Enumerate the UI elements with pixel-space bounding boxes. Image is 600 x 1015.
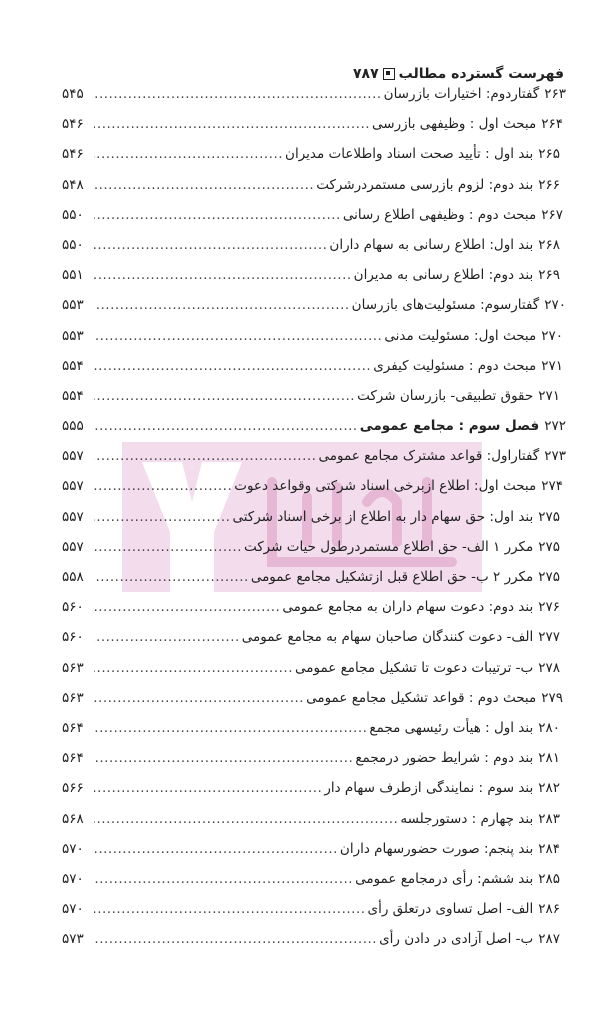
entry-number: ۲۶۸ [538, 236, 560, 253]
entry-number: ۲۶۳ [544, 86, 566, 102]
toc-entry[interactable] [62, 267, 566, 297]
entry-page-number: ۵۴۸ [62, 176, 84, 193]
toc-entry[interactable] [62, 931, 566, 961]
toc-entry[interactable] [62, 599, 566, 629]
toc-entry[interactable] [62, 539, 566, 569]
entry-title: بند چهارم : دستورجلسه [400, 810, 534, 827]
dot-leader [94, 146, 283, 162]
entry-title: الف- اصل تساوی درتعلق رأی [367, 901, 534, 918]
entry-number: ۲۷۰ [544, 297, 566, 314]
toc-entry[interactable] [62, 86, 566, 116]
toc-entry[interactable] [62, 660, 566, 690]
dot-leader [94, 328, 382, 344]
entry-number: ۲۷۱ [538, 387, 560, 404]
dot-leader [94, 750, 353, 766]
entry-number: ۲۸۴ [538, 840, 560, 857]
toc-entry[interactable] [62, 780, 566, 810]
toc-entry[interactable] [62, 841, 566, 871]
toc-entry[interactable] [62, 146, 566, 176]
toc-entry[interactable] [62, 509, 566, 539]
dot-leader [94, 720, 367, 736]
toc-entry[interactable] [62, 901, 566, 931]
entry-page-number: ۵۷۰ [62, 901, 84, 918]
entry-page-number: ۵۵۳ [62, 327, 84, 344]
entry-page-number: ۵۵۷ [62, 478, 84, 495]
square-ornament-icon [383, 68, 395, 80]
dot-leader [94, 780, 322, 796]
dot-leader [94, 569, 249, 585]
entry-title: حقوق تطبیقی- بازرسان شرکت [357, 387, 534, 404]
table-of-contents [62, 86, 566, 961]
entry-page-number: ۵۶۰ [62, 629, 84, 646]
entry-number: ۲۸۱ [538, 750, 560, 767]
entry-title: فصل سوم : مجامع عمومی [359, 418, 540, 435]
dot-leader [94, 629, 240, 645]
entry-page-number: ۵۷۰ [62, 870, 84, 887]
toc-entry[interactable] [62, 388, 566, 418]
entry-page-number: ۵۵۳ [62, 297, 84, 314]
toc-entry[interactable] [62, 569, 566, 599]
entry-title: بند دوم : شرایط حضور درمجمع [355, 750, 534, 767]
entry-page-number: ۵۵۰ [62, 236, 84, 253]
toc-entry[interactable] [62, 418, 566, 448]
entry-number: ۲۷۷ [538, 629, 560, 646]
dot-leader [94, 297, 350, 313]
entry-title: گفتاردوم: اختیارات بازرسان [383, 86, 540, 102]
entry-title: بند اول : هیأت رئیسهی مجمع [369, 719, 534, 736]
entry-number: ۲۶۵ [538, 146, 560, 163]
dot-leader [94, 86, 382, 102]
entry-title: بند دوم: لزوم بازرسی مستمردرشرکت [316, 176, 534, 193]
entry-title: بند اول: حق سهام دار به اطلاع از برخی اسناد شرکتی [232, 508, 534, 525]
entry-title: ب- اصل آزادی در دادن رأی [379, 931, 534, 948]
entry-page-number: ۵۵۷ [62, 508, 84, 525]
entry-number: ۲۷۹ [541, 689, 563, 706]
toc-entry[interactable] [62, 629, 566, 659]
dot-leader [94, 418, 358, 434]
toc-entry[interactable] [62, 116, 566, 146]
dot-leader [94, 207, 341, 223]
entry-number: ۲۸۶ [538, 901, 560, 918]
entry-number: ۲۶۴ [541, 116, 563, 133]
entry-title: بند سوم : نمایندگی ازطرف سهام دار [324, 780, 534, 797]
entry-title: مکرر ۱ الف- حق اطلاع مستمردرطول حیات شرکت [244, 538, 534, 555]
toc-entry[interactable] [62, 207, 566, 237]
dot-leader [94, 901, 366, 917]
entry-title: بند اول: اطلاع رسانی به سهام داران [329, 236, 534, 253]
entry-number: ۲۸۳ [538, 810, 560, 827]
entry-page-number: ۵۶۰ [62, 599, 84, 616]
dot-leader [94, 841, 338, 857]
header-title: فهرست گسترده مطالب [398, 66, 564, 82]
entry-page-number: ۵۶۴ [62, 750, 84, 767]
entry-page-number: ۵۷۳ [62, 931, 84, 948]
entry-number: ۲۶۶ [538, 176, 560, 193]
toc-entry[interactable] [62, 237, 566, 267]
entry-number: ۲۷۸ [538, 659, 560, 676]
entry-number: ۲۷۳ [544, 448, 566, 465]
entry-title: ب- ترتیبات دعوت تا تشکیل مجامع عمومی [295, 659, 534, 676]
entry-page-number: ۵۵۴ [62, 357, 84, 374]
entry-page-number: ۵۵۸ [62, 569, 84, 585]
entry-title: مکرر ۲ ب- حق اطلاع قبل ازتشکیل مجامع عمومی [250, 569, 534, 585]
entry-page-number: ۵۵۷ [62, 538, 84, 555]
toc-entry[interactable] [62, 358, 566, 388]
entry-title: الف- دعوت کنندگان صاحبان سهام به مجامع عمومی [241, 629, 534, 646]
dot-leader [94, 509, 230, 525]
entry-title: بند اول : تأیید صحت اسناد واطلاعات مدیران [285, 146, 534, 163]
dot-leader [94, 267, 352, 283]
entry-title: مبحث دوم : قواعد تشکیل مجامع عمومی [306, 689, 537, 706]
entry-page-number: ۵۵۴ [62, 387, 84, 404]
entry-number: ۲۶۷ [541, 206, 563, 223]
dot-leader [94, 931, 377, 947]
dot-leader [94, 811, 398, 827]
dot-leader [94, 690, 304, 706]
entry-page-number: ۵۴۶ [62, 116, 84, 133]
entry-number: ۲۷۰ [541, 327, 563, 344]
toc-entry[interactable] [62, 328, 566, 358]
entry-page-number: ۵۷۰ [62, 840, 84, 857]
entry-page-number: ۵۶۳ [62, 689, 84, 706]
entry-page-number: ۵۶۶ [62, 780, 84, 797]
entry-number: ۲۸۵ [538, 870, 560, 887]
dot-leader [94, 599, 280, 615]
entry-page-number: ۵۴۵ [62, 86, 84, 102]
entry-number: ۲۷۱ [541, 357, 563, 374]
entry-page-number: ۵۶۳ [62, 659, 84, 676]
entry-title: گفتاراول: قواعد مشترک مجامع عمومی [318, 448, 540, 465]
entry-number: ۲۸۷ [538, 931, 560, 948]
toc-entry[interactable] [62, 811, 566, 841]
dot-leader [94, 388, 355, 404]
entry-title: بند دوم: اطلاع رسانی به مدیران [353, 267, 534, 284]
toc-entry[interactable] [62, 177, 566, 207]
entry-page-number: ۵۵۱ [62, 267, 84, 284]
dot-leader [94, 237, 327, 253]
entry-number: ۲۸۲ [538, 780, 560, 797]
toc-entry[interactable] [62, 448, 566, 478]
dot-leader [94, 177, 314, 193]
dot-leader [94, 660, 293, 676]
entry-title: مبحث اول : وظیفهی بازرسی [372, 116, 537, 133]
entry-number: ۲۷۴ [541, 478, 563, 495]
dot-leader [94, 116, 370, 132]
entry-page-number: ۵۶۸ [62, 810, 84, 827]
toc-entry[interactable] [62, 871, 566, 901]
entry-page-number: ۵۵۵ [62, 418, 84, 435]
dot-leader [94, 358, 371, 374]
entry-number: ۲۶۹ [538, 267, 560, 284]
entry-page-number: ۵۵۷ [62, 448, 84, 465]
toc-entry[interactable] [62, 720, 566, 750]
entry-number: ۲۷۵ [538, 569, 560, 585]
toc-entry[interactable] [62, 750, 566, 780]
entry-title: بند پنجم: صورت حضورسهام داران [339, 840, 534, 857]
entry-number: ۲۸۰ [538, 719, 560, 736]
entry-title: مبحث اول: مسئولیت مدنی [384, 327, 537, 344]
toc-entry[interactable] [62, 297, 566, 327]
entry-number: ۲۷۵ [538, 538, 560, 555]
entry-number: ۲۷۲ [544, 418, 566, 435]
dot-leader [94, 448, 316, 464]
entry-title: مبحث اول: اطلاع ازبرخی اسناد شرکتی وقواعد دعوت [234, 478, 537, 495]
entry-page-number: ۵۶۴ [62, 719, 84, 736]
entry-title: بند دوم: دعوت سهام داران به مجامع عمومی [282, 599, 534, 616]
dot-leader [94, 539, 242, 555]
header-page-number: ۷۸۷ [353, 66, 379, 82]
page-header [353, 66, 564, 82]
entry-title: مبحث دوم : مسئولیت کیفری [373, 357, 537, 374]
dot-leader [94, 871, 353, 887]
entry-number: ۲۷۶ [538, 599, 560, 616]
entry-title: مبحث دوم : وظیفهی اطلاع رسانی [342, 206, 537, 223]
entry-number: ۲۷۵ [538, 508, 560, 525]
entry-title: بند ششم: رأی درمجامع عمومی [355, 870, 534, 887]
entry-page-number: ۵۴۶ [62, 146, 84, 163]
entry-page-number: ۵۵۰ [62, 206, 84, 223]
entry-title: گفتارسوم: مسئولیت‌های بازرسان [351, 297, 540, 314]
toc-entry[interactable] [62, 690, 566, 720]
toc-entry[interactable] [62, 478, 566, 508]
dot-leader [94, 478, 232, 494]
